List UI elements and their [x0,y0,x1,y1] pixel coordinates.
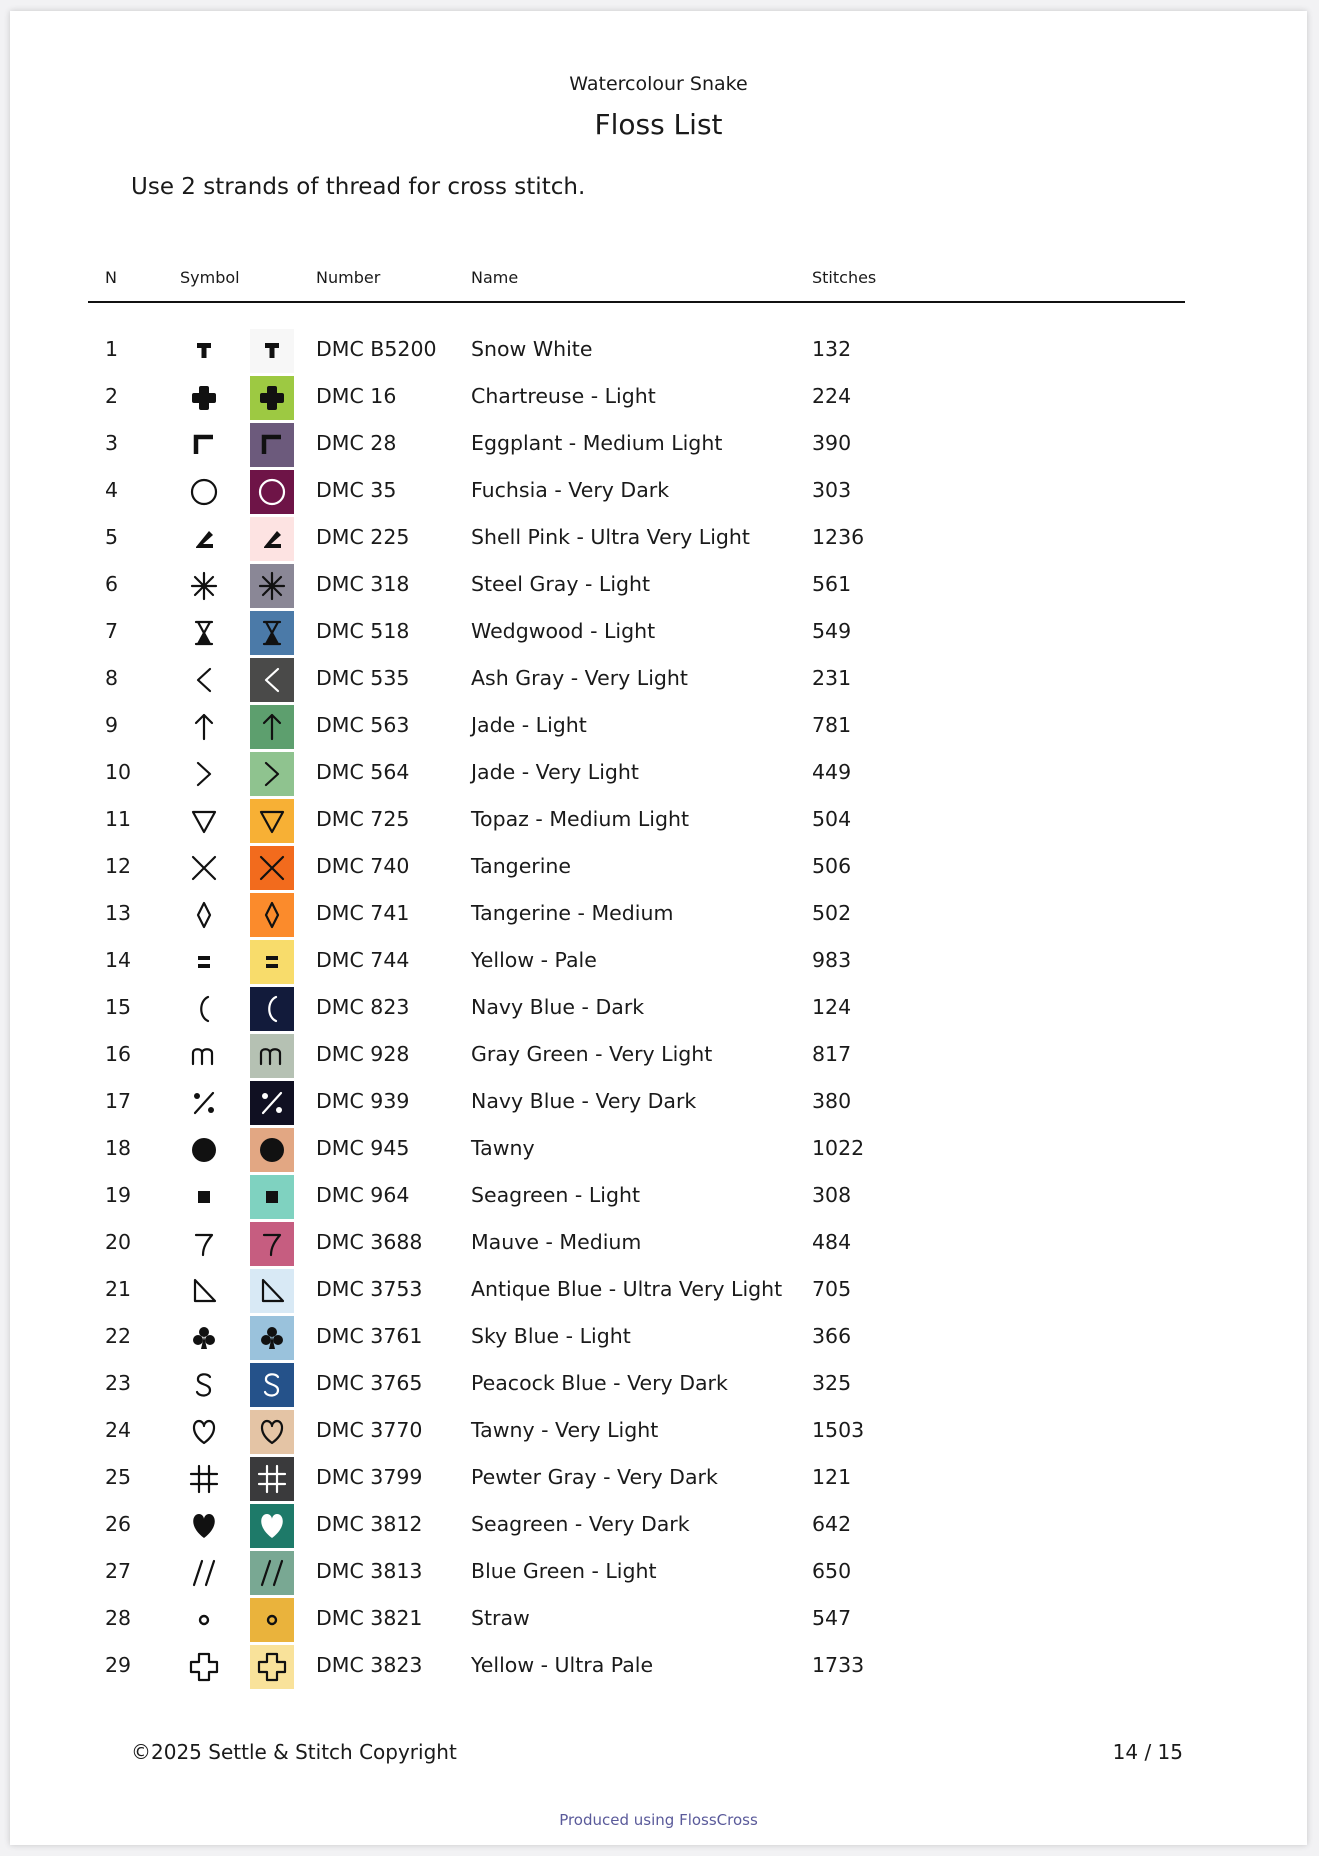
color-swatch [250,893,294,937]
floss-name: Yellow - Pale [471,948,597,972]
color-swatch [250,799,294,843]
floss-name: Wedgwood - Light [471,619,656,643]
floss-name: Shell Pink - Ultra Very Light [471,525,750,549]
color-swatch [250,987,294,1031]
color-swatch [250,611,294,655]
stitch-count: 380 [812,1089,852,1113]
heart-outline-icon [182,1410,226,1454]
floss-name: Mauve - Medium [471,1230,642,1254]
table-row [10,892,1307,939]
t-icon [182,329,226,373]
floss-number: DMC 725 [316,807,410,831]
stitch-count: 1503 [812,1418,865,1442]
table-row [10,469,1307,516]
club-icon [182,1316,226,1360]
table-row [10,1362,1307,1409]
triangle-down-icon [182,799,226,843]
floss-number: DMC 225 [316,525,410,549]
floss-name: Tawny [471,1136,535,1160]
floss-number: DMC 823 [316,995,410,1019]
stitch-count: 983 [812,948,852,972]
table-row [10,1503,1307,1550]
arrow-up-icon [182,705,226,749]
floss-number: DMC 3761 [316,1324,423,1348]
floss-number: DMC 563 [316,713,410,737]
row-index: 5 [105,525,119,549]
color-swatch [250,1598,294,1642]
produced-by-text: Produced using FlossCross [559,1811,758,1829]
corner-icon [182,423,226,467]
asterisk-icon [182,564,226,608]
color-swatch [250,705,294,749]
stitch-count: 1236 [812,525,865,549]
color-swatch [250,1504,294,1548]
pattern-subtitle: Watercolour Snake [569,73,748,95]
row-index: 21 [105,1277,132,1301]
less-than-icon [182,658,226,702]
color-swatch [250,1222,294,1266]
floss-name: Eggplant - Medium Light [471,431,723,455]
color-swatch [250,658,294,702]
greater-than-icon [182,752,226,796]
copyright-text: ©2025 Settle & Stitch Copyright [131,1740,457,1764]
table-row [10,1174,1307,1221]
table-row [10,1644,1307,1691]
column-header-name: Name [471,268,519,287]
floss-number: DMC 740 [316,854,410,878]
row-index: 15 [105,995,132,1019]
color-swatch [250,423,294,467]
row-index: 25 [105,1465,132,1489]
color-swatch [250,846,294,890]
color-swatch [250,1081,294,1125]
floss-number: DMC 3821 [316,1606,423,1630]
floss-number: DMC 564 [316,760,410,784]
color-swatch [250,1034,294,1078]
row-index: 23 [105,1371,132,1395]
color-swatch [250,1457,294,1501]
floss-number: DMC 3765 [316,1371,423,1395]
floss-name: Tangerine [471,854,572,878]
angle-icon [182,517,226,561]
floss-name: Navy Blue - Very Dark [471,1089,697,1113]
floss-number: DMC 3812 [316,1512,423,1536]
equals-icon [182,940,226,984]
table-row [10,610,1307,657]
floss-number: DMC 35 [316,478,397,502]
table-row [10,939,1307,986]
floss-number: DMC 741 [316,901,410,925]
table-row [10,845,1307,892]
circle-icon [182,470,226,514]
row-index: 2 [105,384,119,408]
x-icon [182,846,226,890]
stitch-count: 303 [812,478,852,502]
floss-name: Peacock Blue - Very Dark [471,1371,728,1395]
row-index: 16 [105,1042,132,1066]
row-index: 28 [105,1606,132,1630]
floss-name: Seagreen - Very Dark [471,1512,690,1536]
row-index: 22 [105,1324,132,1348]
row-index: 13 [105,901,132,925]
table-row [10,1221,1307,1268]
row-index: 27 [105,1559,132,1583]
color-swatch [250,1316,294,1360]
table-row [10,1597,1307,1644]
color-swatch [250,517,294,561]
floss-number: DMC 939 [316,1089,410,1113]
floss-number: DMC 3753 [316,1277,423,1301]
row-index: 14 [105,948,132,972]
column-header-n: N [105,268,117,287]
stitch-count: 484 [812,1230,852,1254]
floss-number: DMC 945 [316,1136,410,1160]
document-page [10,11,1307,1845]
table-row [10,1033,1307,1080]
color-swatch [250,1175,294,1219]
floss-number: DMC 3823 [316,1653,423,1677]
stitch-count: 325 [812,1371,852,1395]
row-index: 18 [105,1136,132,1160]
color-swatch [250,470,294,514]
row-index: 4 [105,478,119,502]
stitch-count: 366 [812,1324,852,1348]
row-index: 12 [105,854,132,878]
floss-number: DMC 16 [316,384,397,408]
table-row [10,516,1307,563]
page-title: Floss List [594,108,723,141]
percent-icon [182,1081,226,1125]
color-swatch [250,1410,294,1454]
floss-number: DMC 535 [316,666,410,690]
s-icon [182,1363,226,1407]
stitch-count: 650 [812,1559,852,1583]
floss-name: Navy Blue - Dark [471,995,645,1019]
floss-name: Jade - Light [471,713,587,737]
floss-name: Chartreuse - Light [471,384,656,408]
stitch-count: 642 [812,1512,852,1536]
floss-name: Snow White [471,337,593,361]
floss-name: Fuchsia - Very Dark [471,478,670,502]
floss-name: Topaz - Medium Light [471,807,689,831]
stitch-count: 132 [812,337,852,361]
floss-number: DMC 928 [316,1042,410,1066]
table-row [10,422,1307,469]
stitch-count: 781 [812,713,852,737]
seven-icon [182,1222,226,1266]
floss-number: DMC 3799 [316,1465,423,1489]
floss-name: Yellow - Ultra Pale [471,1653,654,1677]
color-swatch [250,1128,294,1172]
floss-name: Antique Blue - Ultra Very Light [471,1277,783,1301]
row-index: 26 [105,1512,132,1536]
diamond-icon [182,893,226,937]
floss-name: Sky Blue - Light [471,1324,631,1348]
cross-outline-icon [182,1645,226,1689]
color-swatch [250,329,294,373]
table-row [10,1315,1307,1362]
square-icon [182,1175,226,1219]
row-index: 29 [105,1653,132,1677]
color-swatch [250,752,294,796]
stitch-count: 502 [812,901,852,925]
table-row [10,1409,1307,1456]
row-index: 19 [105,1183,132,1207]
column-header-stitches: Stitches [812,268,877,287]
table-row [10,1127,1307,1174]
stitch-count: 506 [812,854,852,878]
hourglass-icon [182,611,226,655]
stitch-count: 390 [812,431,852,455]
crescent-icon [182,987,226,1031]
floss-table [10,328,1307,1691]
hash-icon [182,1457,226,1501]
row-index: 6 [105,572,119,596]
floss-number: DMC 318 [316,572,410,596]
floss-name: Blue Green - Light [471,1559,657,1583]
table-row [10,1550,1307,1597]
table-row [10,1268,1307,1315]
filled-circle-icon [182,1128,226,1172]
color-swatch [250,1269,294,1313]
double-slash-icon [182,1551,226,1595]
floss-number: DMC B5200 [316,337,437,361]
floss-name: Tangerine - Medium [471,901,674,925]
color-swatch [250,376,294,420]
floss-number: DMC 28 [316,431,397,455]
floss-name: Ash Gray - Very Light [471,666,688,690]
stitch-count: 121 [812,1465,852,1489]
row-index: 7 [105,619,119,643]
m-icon [182,1034,226,1078]
floss-name: Steel Gray - Light [471,572,651,596]
floss-number: DMC 3813 [316,1559,423,1583]
column-header-symbol: Symbol [180,268,240,287]
instruction-text: Use 2 strands of thread for cross stitch. [131,174,586,200]
floss-name: Tawny - Very Light [471,1418,659,1442]
color-swatch [250,940,294,984]
stitch-count: 504 [812,807,852,831]
row-index: 10 [105,760,132,784]
floss-number: DMC 518 [316,619,410,643]
stitch-count: 224 [812,384,852,408]
row-index: 1 [105,337,119,361]
color-swatch [250,1645,294,1689]
color-swatch [250,1551,294,1595]
stitch-count: 449 [812,760,852,784]
table-row [10,986,1307,1033]
heart-icon [182,1504,226,1548]
table-row [10,1456,1307,1503]
row-index: 3 [105,431,119,455]
header-divider [88,301,1185,303]
right-triangle-icon [182,1269,226,1313]
stitch-count: 547 [812,1606,852,1630]
floss-name: Seagreen - Light [471,1183,640,1207]
table-row [10,375,1307,422]
column-header-number: Number [316,268,381,287]
row-index: 8 [105,666,119,690]
stitch-count: 1733 [812,1653,865,1677]
floss-name: Jade - Very Light [471,760,639,784]
stitch-count: 124 [812,995,852,1019]
row-index: 24 [105,1418,132,1442]
stitch-count: 817 [812,1042,852,1066]
row-index: 20 [105,1230,132,1254]
floss-name: Straw [471,1606,530,1630]
row-index: 11 [105,807,132,831]
row-index: 9 [105,713,119,737]
color-swatch [250,564,294,608]
stitch-count: 561 [812,572,852,596]
small-circle-icon [182,1598,226,1642]
floss-number: DMC 3688 [316,1230,423,1254]
row-index: 17 [105,1089,132,1113]
page-number: 14 / 15 [1112,1740,1183,1764]
table-row [10,657,1307,704]
plus-icon [182,376,226,420]
stitch-count: 549 [812,619,852,643]
stitch-count: 308 [812,1183,852,1207]
floss-number: DMC 3770 [316,1418,423,1442]
table-row [10,1080,1307,1127]
floss-number: DMC 964 [316,1183,410,1207]
table-row [10,704,1307,751]
stitch-count: 231 [812,666,852,690]
stitch-count: 1022 [812,1136,865,1160]
table-row [10,328,1307,375]
table-row [10,798,1307,845]
color-swatch [250,1363,294,1407]
table-row [10,563,1307,610]
floss-name: Pewter Gray - Very Dark [471,1465,718,1489]
floss-number: DMC 744 [316,948,410,972]
stitch-count: 705 [812,1277,852,1301]
table-row [10,751,1307,798]
floss-name: Gray Green - Very Light [471,1042,713,1066]
